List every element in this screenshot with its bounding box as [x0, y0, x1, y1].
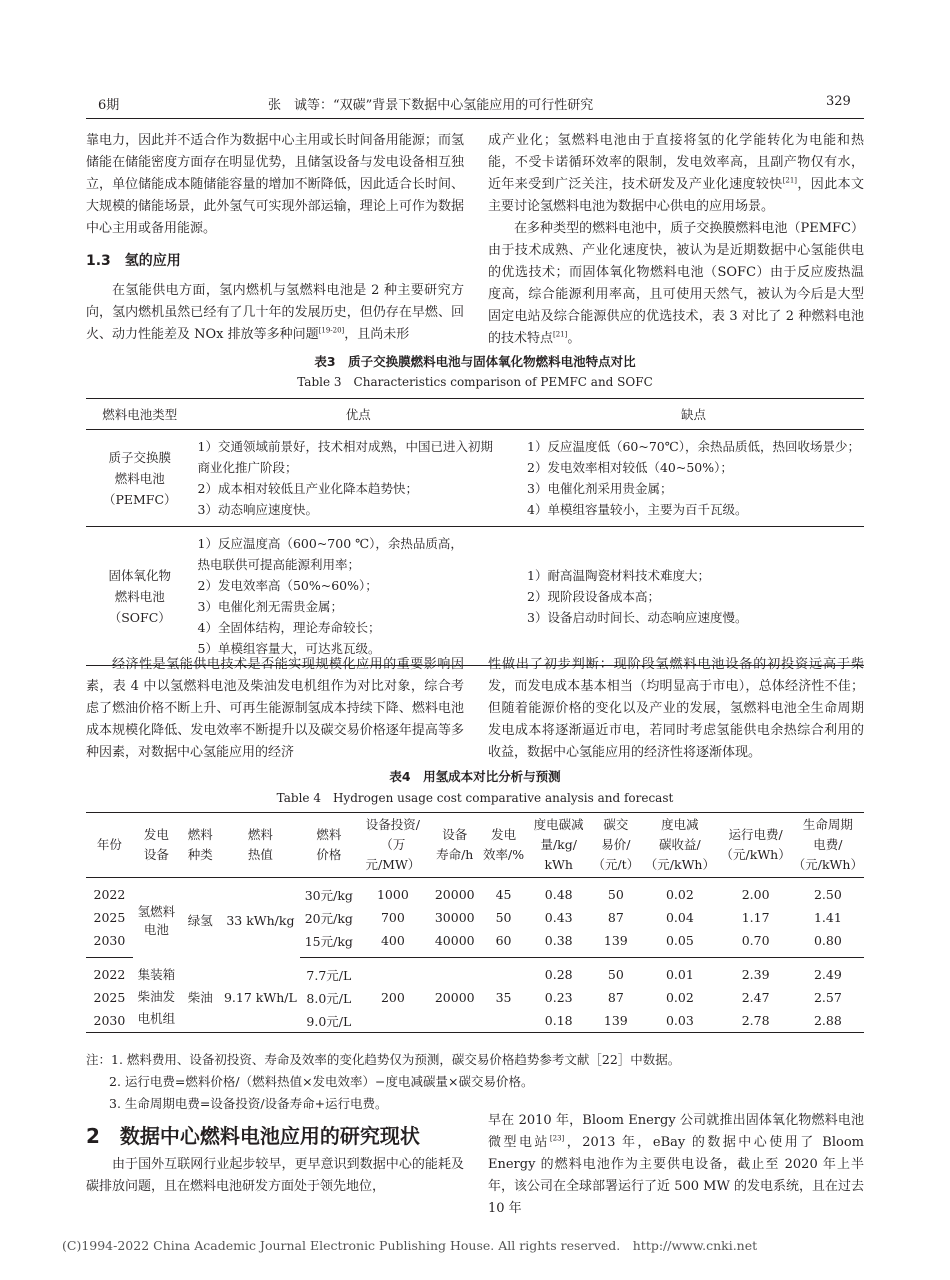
cell-pros: 1）交通领域前景好，技术相对成熟，中国已进入初期 商业化推广阶段； 2）成本相对较低且产业化降本趋势快； 3）动态响应速度快。 [194, 430, 523, 527]
column-top-right [488, 130, 864, 350]
running-title: 张 诚等：“双碳”背景下数据中心氢能应用的可行性研究 [268, 98, 594, 113]
citation: [21] [553, 330, 568, 339]
table-row: 2022 氢燃料 电池 绿氢 33 kWh/kg 30元/kg 1000 20000 45 0.48 50 0.02 2.00 2.50 [86, 878, 864, 907]
column-header-life: 设备 寿命/h [428, 813, 481, 878]
column-top-left [86, 130, 464, 346]
note: 注：1. 燃料费用、设备初投资、寿命及效率的变化趋势仅为预测，碳交易价格趋势参考文献［22］中数据。 [86, 1052, 681, 1067]
paragraph: 靠电力，因此并不适合作为数据中心主用或长时间备用能源；而氢储能在储能密度方面存在明显优势，且储氢设备与发电设备相互独立，单位储能成本随储能容量的增加不断降低，因此适合长时间、大规模的储能场景，此外氢气可实现外部运输，理论上可作为数据中心主用或备用能源。 [86, 133, 464, 236]
paragraph: 经济性是氢能供电技术是否能实现规模化应用的重要影响因素，表 4 中以氢燃料电池及柴油发电机组作为对比对象，综合考虑了燃油价格不断上升、可再生能源制氢成本持续下降、燃料电池成本规模化降低、发电效率不断提升以及碳交易价格逐年提高等多种因素，对数据中心氢能应用的经济 [86, 657, 464, 760]
section-heading-1-3: 1.3 氢的应用 [86, 253, 181, 269]
cell-cons: 1）耐高温陶瓷材料技术难度大； 2）现阶段设备成本高； 3）设备启动时间长、动态响应速度慢。 [527, 567, 748, 625]
cell-device: 氢燃料 电池 [137, 904, 176, 938]
paragraph: 早在 2010 年，Bloom Energy 公司就推出固体氧化物燃料电池微型电站[23]，2013 年，eBay 的数据中心使用了 Bloom Energy 的燃料电池作为主要供电设备，截止至 2020 年上半年，该公司在全球部署运行了近 500 MW 的发电系统，且在过去 10 年 [488, 1113, 864, 1216]
column-header: 燃料电池类型 [86, 399, 194, 430]
header-rule [86, 118, 864, 119]
table4-notes [86, 1049, 680, 1115]
table-row: 2025 8.0元/L 0.23 87 0.02 2.47 2.57 [93, 990, 842, 1006]
note: 3. 生命周期电费=设备投资/设备寿命+运行电费。 [109, 1096, 388, 1111]
citation: [19-20] [318, 326, 345, 335]
table3 [86, 398, 864, 666]
table3-caption: 表3 质子交换膜燃料电池与固体氧化物燃料电池特点对比 [314, 354, 636, 369]
column-header-heat: 燃料 热值 [221, 813, 301, 878]
section-heading-2: 2 数据中心燃料电池应用的研究现状 [86, 1124, 420, 1148]
issue-number: 6期 [98, 98, 120, 113]
table3-caption-en: Table 3 Characteristics comparison of PEMFC and SOFC [297, 375, 653, 389]
column-header-year: 年份 [86, 813, 133, 878]
table4-caption: 表4 用氢成本对比分析与预测 [389, 769, 561, 784]
table4 [86, 812, 864, 1033]
table-row [86, 430, 864, 527]
column-header-efficiency: 发电 效率/% [481, 813, 526, 878]
paragraph: 性做出了初步判断：现阶段氢燃料电池设备的初投资远高于柴发，而发电成本基本相当（均明显高于市电），总体经济性不佳；但随着能源价格的变化以及产业的发展，氢燃料电池全生命周期发电成本将逐渐逼近市电，若同时考虑氢能供电余热综合利用的收益，数据中心氢能应用的经济性将逐渐体现。 [488, 657, 864, 760]
paragraph: 在氢能供电方面，氢内燃机与氢燃料电池是 2 种主要研究方向，氢内燃机虽然已经有了几十年的发展历史，但仍存在早燃、回火、动力性能差及 NOx 排放等多种问题[19-20]，且尚未形 [86, 283, 464, 342]
cell-pros: 1）反应温度高（600~700 ℃），余热品质高， 热电联供可提高能源利用率； 2）发电效率高（50%~60%）； 3）电催化剂无需贵金属； 4）全固体结构，理论寿命较长； 5）单模组容量大，可达兆瓦级。 [197, 536, 463, 656]
citation: [23] [549, 1134, 565, 1143]
table-row: 2030 9.0元/L 0.18 139 0.03 2.78 2.88 [93, 1013, 842, 1029]
table-header-row [86, 813, 864, 878]
copyright-footer: (C)1994-2022 China Academic Journal Electronic Publishing House. All rights reserved. http://www.cnki.net [62, 1238, 758, 1253]
column-header-invest: 设备投资/ （万元/MW） [358, 813, 429, 878]
column-header-device: 发电 设备 [133, 813, 180, 878]
column-header-run-cost: 运行电费/ （元/kWh） [720, 813, 792, 878]
column-header: 缺点 [523, 399, 864, 430]
column-header-carbon-income: 度电减 碳收益/ （元/kWh） [640, 813, 719, 878]
column-mid-left [86, 654, 464, 764]
paragraph: 由于国外互联网行业起步较早，更早意识到数据中心的能耗及碳排放问题，且在燃料电池研发方面处于领先地位， [86, 1157, 464, 1194]
table-row: 2030 15元/kg 400 40000 60 0.38 139 0.05 0.70 0.80 [86, 929, 864, 958]
table-row: 2022 集装箱 柴油发 电机组 柴油 9.17 kWh/L 7.7元/L 200 20000 35 0.28 50 0.01 2.39 2.49 [86, 958, 864, 987]
table-row [86, 527, 864, 666]
column-mid-right [488, 654, 864, 764]
note: 2. 运行电费=燃料价格/（燃料热值×发电效率）−度电减碳量×碳交易价格。 [109, 1074, 534, 1089]
column-bottom-right [488, 1110, 864, 1220]
table-header-row [86, 399, 864, 430]
column-header-carbon-price: 碳交 易价/ （元/t） [591, 813, 640, 878]
table4-caption-en: Table 4 Hydrogen usage cost comparative analysis and forecast [276, 791, 674, 805]
column-header-fuel-type: 燃料 种类 [180, 813, 221, 878]
paragraph: 成产业化；氢燃料电池由于直接将氢的化学能转化为电能和热能，不受卡诺循环效率的限制，发电效率高，且副产物仅有水，近年来受到广泛关注，技术研发及产业化速度较快[21]，因此本文主要讨论氢燃料电池为数据中心供电的应用场景。 [488, 133, 864, 214]
paragraph: 在多种类型的燃料电池中，质子交换膜燃料电池（PEMFC）由于技术成熟、产业化速度快，被认为是近期数据中心氢能供电的优选技术；而固体氧化物燃料电池（SOFC）由于反应废热温度高，综合能源利用率高，且可使用天然气，被认为今后是大型固定电站及综合能源供应的优选技术，表 3 对比了 2 种燃料电池的技术特点[21]。 [488, 221, 864, 346]
page-number: 329 [826, 94, 851, 109]
cell-device: 集装箱 柴油发 电机组 [137, 967, 176, 1027]
column-header-carbon-reduction: 度电碳减 量/kg/ kWh [526, 813, 592, 878]
column-bottom-left [86, 1154, 464, 1198]
column-header: 优点 [194, 399, 523, 430]
table-row: 2025 20元/kg 700 30000 50 0.43 87 0.04 1.17 1.41 [93, 910, 842, 926]
citation: [21] [782, 176, 798, 185]
column-header-lifecycle-cost: 生命周期 电费/ （元/kWh） [792, 813, 864, 878]
cell-type: 固体氧化物 燃料电池 （SOFC） [108, 567, 172, 625]
column-header-price: 燃料 价格 [300, 813, 357, 878]
cell-type: 质子交换膜 燃料电池 （PEMFC） [86, 430, 194, 527]
cell-cons: 1）反应温度低（60~70℃），余热品质低，热回收场景少； 2）发电效率相对较低（40~50%）； 3）电催化剂采用贵金属； 4）单模组容量较小，主要为百千瓦级。 [523, 430, 864, 527]
